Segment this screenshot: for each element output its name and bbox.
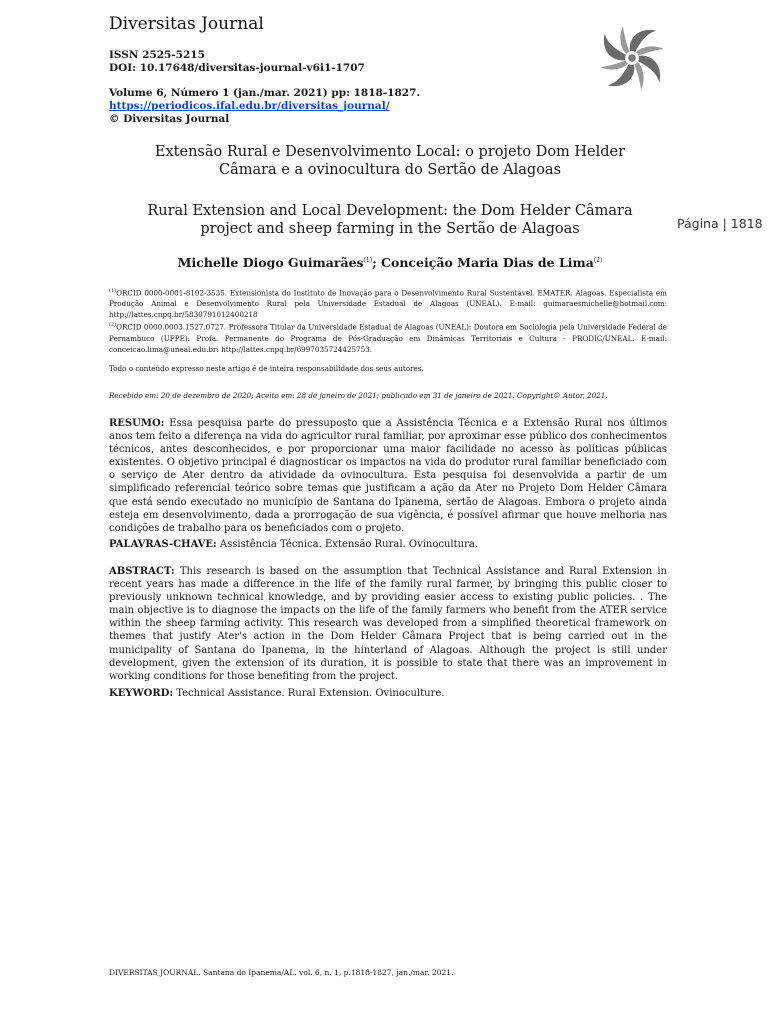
title-en-line-2: project and sheep farming in the Sertão de Alagoas (200, 221, 580, 237)
affiliation-2 (109, 320, 667, 354)
abstract-text: This research is based on the assumption that Technical Assistance and Rural Extension in recent years has made a difference in the life of the family rural farmer, by bringing this public closer to previously unknown technical knowledge, and by providing easier access to existing public policies. . The main objective is to diagnose the impacts on the life of the family farmers who benefit from the ATER service within the sheep farming activity. This research was developed from a simplified theoretical framework on themes that justify Ater's action in the Dom Helder Câmara Project that is being carried out in the municipality of Santana do Ipanema, in the hinterland of Alagoas. Although the project is still under development, given the extension of its duration, it is possible to state that there was an improvement in working conditions for those benefiting from the project. (109, 566, 667, 682)
keyword (109, 687, 667, 700)
affiliation-1-superscript: (1) (109, 288, 117, 294)
palavras-chave-text: Assistência Técnica. Extensão Rural. Ovinocultura. (219, 539, 478, 550)
author-1: Michelle Diogo Guimarães (177, 255, 364, 270)
resumo-label: RESUMO: (109, 418, 165, 429)
issn: ISSN 2525-5215 (109, 49, 205, 61)
keyword-text: Technical Assistance. Rural Extension. Ovinoculture. (176, 688, 445, 699)
keyword-label: KEYWORD: (109, 688, 174, 699)
affiliation-1-text: ORCID 0000-0001-8192-3535. Extensionista do Instituto de Inovação para o Desenvolvimento Rural Sustentável. EMATER. Alagoas. Especialista em Produção Animal e Desenvolvimento Rural pela Universidade Estadual de Alagoas (UNEAL). E-mail: guimaraesmichelle@hotmail.com: http://lattes.cnpq.br/5830791012400218 (109, 288, 667, 320)
copyright: © Diversitas Journal (109, 113, 230, 125)
title-en-line-1: Rural Extension and Local Development: the Dom Helder Câmara (147, 203, 633, 219)
author-separator: ; (372, 255, 382, 270)
palavras-chave (109, 538, 667, 551)
affiliation-2-text: ORCID 0000.0003.1527.0727. Professora Titular da Universidade Estadual de Alagoas (UNEAL): Doutora em Sociologia pela Universidade Federal de Pernambuco (UFPE): Profa. Permanente do Programa de Pós-Graduação em Dinâmicas Territoriais e Cultura - PRODIC/UNEAL. E-mail: conceicao.lima@uneal.edu.br: http://lattes.cnpq.br/6997035724425753. (109, 322, 667, 354)
publication-dates: Recebido em: 20 de dezembro de 2020; Aceito em: 28 de janeiro de 2021; publicado em 31 de janeiro de 2021. Copyright© Autor, 2021. (109, 391, 608, 400)
page-number-label: Página | 1818 (677, 216, 763, 231)
resumo-text: Essa pesquisa parte do pressuposto que a Assistência Técnica e a Extensão Rural nos últimos anos tem feito a diferença na vida do agricultor rural familiar, por aproximar esse público dos conhecimentos técnicos, antes desconhecidos, e por proporcionar uma maior facilidade no acesso às políticas públicas existentes. O objetivo principal é diagnosticar os impactos na vida do produtor rural familiar beneficiado com o serviço de Ater dentro da atividade da ovinocultura. Esta pesquisa foi desenvolvida a partir de um simplificado referencial teórico sobre temas que justificam a ação da Ater no Projeto Dom Helder Câmara que está sendo executado no município de Santana do Ipanema, sertão de Alagoas. Embora o projeto ainda esteja em desenvolvimento, dada a prorrogação de sua vigência, é possível afirmar que houve melhoria nas condições de trabalho para os beneficiados com o projeto. (109, 418, 667, 534)
doi: DOI: 10.17648/diversitas-journal-v6i1-1707 (109, 62, 365, 74)
spiral-pinwheel-logo-icon (594, 20, 670, 96)
affiliations (109, 286, 667, 355)
title-pt-line-2: Câmara e a ovinocultura do Sertão de Alagoas (218, 162, 562, 178)
responsibility-note: Todo o conteúdo expresso neste artigo é de inteira responsabilidade dos seus autores. (109, 364, 424, 373)
abstract-label: ABSTRACT: (109, 566, 175, 577)
author-list (110, 255, 670, 270)
resumo-paragraph (109, 417, 667, 535)
affiliation-2-superscript: (2) (109, 322, 117, 329)
abstract-paragraph (109, 565, 667, 683)
affiliation-1 (109, 286, 667, 320)
author-2: Conceição Maria Dias de Lima (381, 255, 594, 270)
volume-info: Volume 6, Número 1 (jan./mar. 2021) pp: 1818-1827. (109, 87, 421, 99)
journal-name: Diversitas Journal (109, 14, 264, 34)
title-pt-line-1: Extensão Rural e Desenvolvimento Local: o projeto Dom Helder (154, 144, 626, 160)
title-portuguese (110, 143, 670, 179)
journal-url-link[interactable]: https://periodicos.ifal.edu.br/diversitas_journal/ (109, 100, 390, 112)
page-footer: DIVERSITAS JOURNAL. Santana do Ipanema/AL. vol. 6, n. 1, p.1818-1827, jan./mar. 2021. (109, 968, 454, 977)
palavras-chave-label: PALAVRAS-CHAVE: (109, 539, 217, 550)
author-2-superscript: (2) (593, 256, 603, 264)
title-english (110, 202, 670, 238)
author-1-superscript: (1) (363, 256, 373, 264)
